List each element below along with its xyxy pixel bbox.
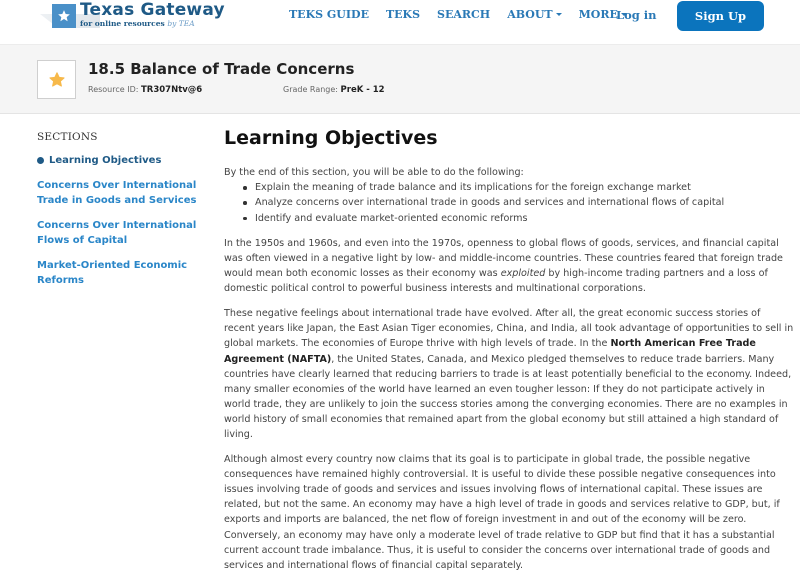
objective-item: Explain the meaning of trade balance and its implications for the foreign exchange market [241, 180, 794, 195]
nav-more-dropdown[interactable]: MORE [579, 8, 627, 21]
grade-range: Grade Range: PreK - 12 [283, 85, 385, 95]
nav-search[interactable]: SEARCH [437, 8, 491, 21]
sections-sidebar [37, 131, 197, 298]
sidebar-item-concerns-trade-goods-services[interactable]: Concerns Over International Trade in Goods and Services [37, 180, 197, 206]
favorite-button[interactable] [37, 60, 76, 99]
sidebar-item-market-oriented-reforms[interactable]: Market-Oriented Economic Reforms [37, 260, 188, 286]
nav-teks[interactable]: TEKS [385, 8, 421, 21]
paragraph-3: Although almost every country now claims that its goal is to participate in global trade, the possible negative consequences have remained highly controversial. It is useful to divide these possible negative consequences into issues involving trade of goods and services and issues involving flows of international capital. These issues are related, but not the same. An economy may have a high level of trade in goods and services relative to GDP, but, if exports and imports are balanced, the net flow of foreign investment in and out of the economy will be zero. Conversely, an economy may have only a moderate level of trade relative to GDP but find that it has a substantial current account trade imbalance. Thus, it is useful to consider the concerns over international trade of goods and services and international flows of financial capital separately. [224, 454, 780, 571]
objective-item: Identify and evaluate market-oriented economic reforms [241, 211, 794, 226]
signup-button[interactable]: Sign Up [677, 1, 764, 31]
sidebar-item-concerns-flows-capital[interactable]: Concerns Over International Flows of Capital [37, 220, 197, 246]
resource-banner [0, 44, 800, 114]
active-dot-icon [37, 157, 44, 164]
section-heading: Learning Objectives [224, 127, 438, 149]
caret-down-icon [556, 13, 562, 16]
logo-title: Texas Gateway [80, 0, 225, 20]
login-link[interactable]: Log in [616, 8, 657, 22]
main-nav [289, 8, 644, 21]
paragraph-1: In the 1950s and 1960s, and even into the 1970s, openness to global flows of goods, services, and financial capital was often viewed in a negative light by low- and middle-income countries. These countries feared that foreign trade would mean both economic losses as their economy was exploited by high-income trading partners and a loss of domestic political control to powerful business interests and multinational corporations. [224, 237, 783, 295]
sidebar-item-learning-objectives[interactable]: Learning Objectives [37, 153, 197, 168]
logo-text [80, 0, 225, 28]
star-icon [48, 71, 66, 89]
nav-teks-guide[interactable]: TEKS GUIDE [289, 8, 369, 21]
nav-about-dropdown[interactable]: ABOUT [507, 8, 561, 21]
main-content [224, 125, 794, 576]
resource-id: Resource ID: TR307Ntv@6 [88, 85, 203, 95]
resource-title: 18.5 Balance of Trade Concerns [88, 60, 355, 78]
paragraph-2: These negative feelings about international trade have evolved. After all, the great economic success stories of recent years like Japan, the East Asian Tiger economies, China, and India, all took advantage of opportunities to sell in global markets. The economies of Europe thrive with high levels of trade. In the North American Free Trade Agreement (NAFTA), the United States, Canada, and Mexico pledged themselves to reduce trade barriers. Many countries have clearly learned that reducing barriers to trade is at least potentially beneficial to the economy. Indeed, many smaller economies of the world have learned an even tougher lesson: If they do not participate actively in world trade, they are unlikely to join the success stories among the converging economies. There are no examples in world history of small economies that remained apart from the global economy but still attained a high standard of living. [224, 308, 794, 441]
sections-heading: SECTIONS [37, 131, 98, 143]
objectives-list [241, 180, 794, 226]
objectives-intro: By the end of this section, you will be able to do the following: [224, 167, 524, 178]
logo-star-icon [52, 4, 76, 28]
logo-subtitle: for online resources by TEA [80, 19, 195, 28]
top-navbar [0, 0, 800, 40]
objective-item: Analyze concerns over international trade in goods and services and international flows of capital [241, 195, 794, 210]
